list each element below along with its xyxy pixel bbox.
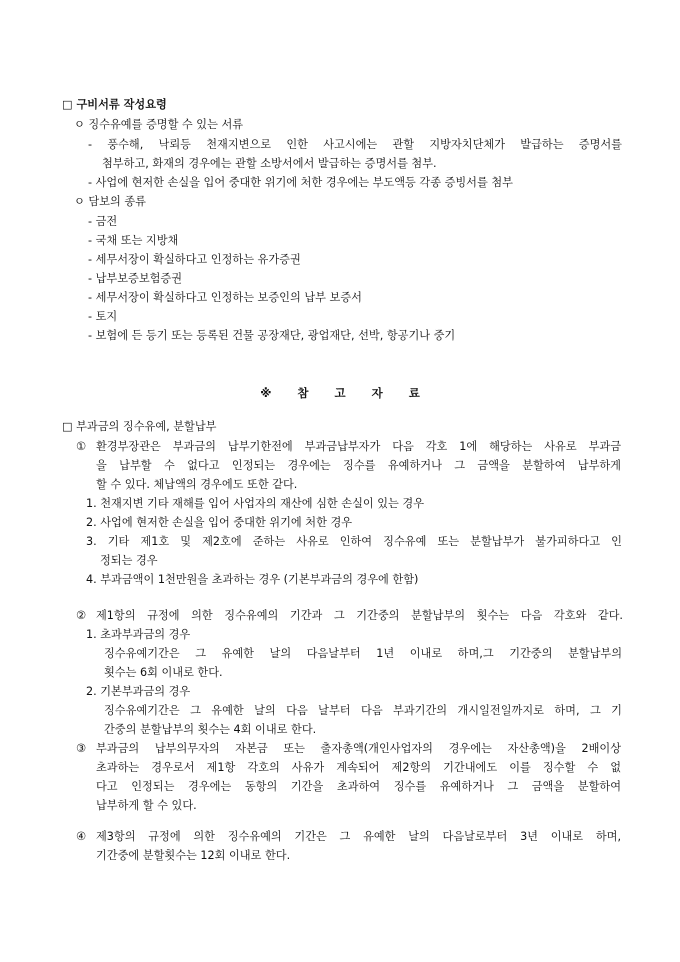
p4-number: ④ — [76, 830, 87, 843]
p3-number: ③ — [76, 742, 87, 755]
reference-title — [0, 385, 680, 401]
p1-item: 2. 사업에 현저한 손실을 입어 중대한 위기에 처한 경우 — [86, 516, 353, 529]
p3-line: 부과금의 납부의무자의 자본금 또는 출자총액(개인사업자의 경우에는 자산총액)을 2배이상 — [96, 742, 621, 755]
sub2-item: - 국채 또는 지방채 — [88, 234, 179, 247]
reference-title-char: 자 — [371, 386, 383, 400]
sub2-item: - 세무서장이 확실하다고 인정하는 유가증권 — [88, 253, 301, 266]
p2-item1-line: 징수유예기간은 그 유예한 날의 다음날부터 1년 이내로 하며,그 기간중의 분할납부의 — [104, 647, 622, 660]
p1-line: 환경부장관은 부과금의 납부기한전에 부과금납부자가 다음 각호 1에 해당하는 사유로 부과금 — [96, 440, 621, 453]
reference-title-char: 참 — [297, 386, 309, 400]
sub2-label: ㅇ 담보의 종류 — [74, 195, 146, 208]
p2-item2-line: 간중의 분할납부의 횟수는 4회 이내로 한다. — [104, 723, 317, 736]
p3-line: 납부하게 할 수 있다. — [96, 799, 197, 812]
p1-item: 정되는 경우 — [100, 554, 158, 567]
p1-item: 4. 부과금액이 1천만원을 초과하는 경우 (기본부과금의 경우에 한함) — [86, 573, 419, 586]
p2-item1-label: 1. 초과부과금의 경우 — [86, 628, 191, 641]
sub2-item: - 토지 — [88, 310, 118, 323]
p4-line: 기간중에 분할횟수는 12회 이내로 한다. — [96, 849, 291, 862]
p1-line: 할 수 있다. 체납액의 경우에도 또한 같다. — [96, 478, 298, 491]
sub1-label: ㅇ 징수유예를 증명할 수 있는 서류 — [74, 118, 244, 131]
sub2-item: - 금전 — [88, 215, 118, 228]
p1-line: 을 납부할 수 없다고 인정되는 경우에는 징수를 유예하거나 그 금액을 분할하여 납부하게 — [96, 459, 621, 472]
p1-item: 3. 기타 제1호 및 제2호에 준하는 사유로 인하여 징수유예 또는 분할납부가 불가피하다고 인 — [86, 535, 622, 548]
p3-line: 다고 인정되는 경우에는 동항의 기간을 초과하여 징수를 유예하거나 그 금액을 분할하여 — [96, 780, 621, 793]
p1-number: ① — [76, 440, 87, 453]
sub2-item: - 납부보증보험증권 — [88, 272, 183, 285]
p2-number: ② — [76, 609, 87, 622]
sub1-item: - 사업에 현저한 손실을 입어 중대한 위기에 처한 경우에는 부도액등 각종 증빙서를 첨부 — [88, 176, 513, 189]
p2-line: 제1항의 규정에 의한 징수유예의 기간과 그 기간중의 분할납부의 횟수는 다음 각호와 같다. — [96, 609, 623, 622]
reference-title-char: 료 — [408, 386, 420, 400]
p2-item1-line: 횟수는 6회 이내로 한다. — [104, 666, 223, 679]
p3-line: 초과하는 경우로서 제1항 각호의 사유가 계속되어 제2항의 기간내에도 이를 징수할 수 없 — [96, 761, 621, 774]
section2-heading: □ 부과금의 징수유예, 분할납부 — [62, 420, 217, 433]
reference-mark: ※ — [260, 386, 272, 400]
sub1-item: - 풍수해, 낙뢰등 천재지변으로 인한 사고시에는 관할 지방자치단체가 발급하는 증명서를 — [88, 138, 622, 151]
p2-item2-line: 징수유예기간은 그 유예한 날의 다음 날부터 다음 부과기간의 개시일전일까지로 하며, 그 기 — [104, 704, 622, 717]
sub1-item: 첨부하고, 화재의 경우에는 관할 소방서에서 발급하는 증명서를 첨부. — [102, 157, 437, 170]
section1-heading: □ 구비서류 작성요령 — [62, 98, 167, 111]
sub2-item: - 보험에 든 등기 또는 등록된 건물 공장재단, 광업재단, 선박, 항공기나 중기 — [88, 329, 456, 342]
p2-item2-label: 2. 기본부과금의 경우 — [86, 685, 191, 698]
p1-item: 1. 천재지변 기타 재해를 입어 사업자의 재산에 심한 손실이 있는 경우 — [86, 497, 425, 510]
reference-title-char: 고 — [334, 386, 346, 400]
p4-line: 제3항의 규정에 의한 징수유예의 기간은 그 유예한 날의 다음날로부터 3년 이내로 하며, — [96, 830, 621, 843]
sub2-item: - 세무서장이 확실하다고 인정하는 보증인의 납부 보증서 — [88, 291, 362, 304]
